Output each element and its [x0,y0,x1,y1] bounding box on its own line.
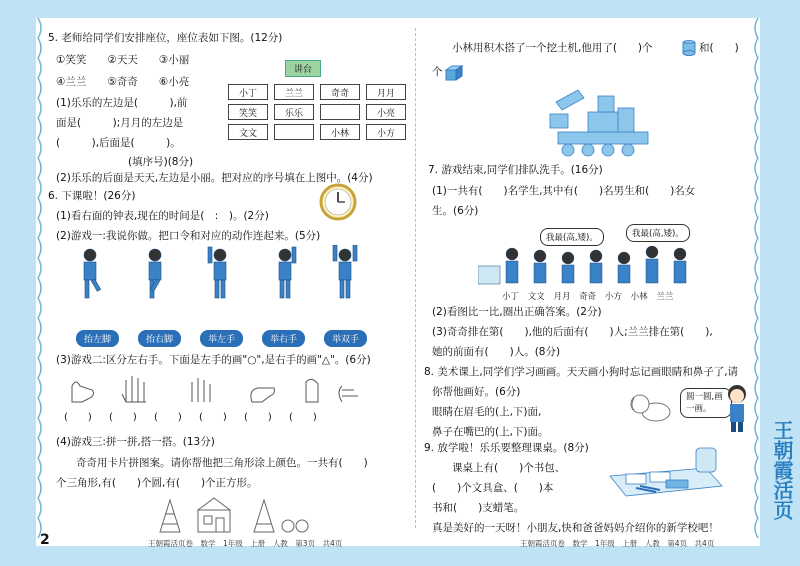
wavy-border-right [750,18,760,546]
command-pill: 举双手 [324,330,367,347]
shapes-picture [150,496,310,536]
frame-bottom [0,546,800,566]
desk-items-illustration [606,446,726,506]
student-name: 兰兰 [656,292,674,302]
seat-row [228,104,406,120]
q5-part1-line-c: ( ),后面是( )。 [56,137,181,149]
q6-title: 6. 下课啦！(26分) [48,190,136,202]
seat-cell: 小林 [320,124,360,140]
seat-cell: 文文 [228,124,268,140]
q6-part1: (1)看右面的钟表,现在的时间是( : )。(2分) [56,210,269,222]
hand-answer-blank[interactable]: ( ) [154,412,182,423]
q9-title: 9. 放学啦！乐乐要整理课桌。(8分) [424,442,589,454]
command-pill: 举左手 [200,330,243,347]
speech-bubble: 我最(高,矮)。 [626,224,690,242]
hand-answer-blank[interactable]: ( ) [199,412,227,423]
seat-cell: 小亮 [366,104,406,120]
q6-part4: (4)游戏三:拼一拼,搭一搭。(13分) [56,436,215,448]
speech-bubble: 我最(高,矮)。 [540,228,604,246]
seat-cell [320,104,360,120]
q7-part3-line-a: (3)奇奇排在第( ),他的后面有( )人;兰兰排在第( ), [432,326,713,338]
command-pill: 抬右脚 [138,330,181,347]
seat-row [228,124,406,140]
footer-right: 王朝霞活页卷 数学 1年级 上册 人教 第4页 共4页 [520,539,715,548]
wavy-border-left [36,18,46,546]
footer-left: 王朝霞活页卷 数学 1年级 上册 人教 第3页 共4页 [148,539,343,548]
seat-cell: 兰兰 [274,84,314,100]
speech-bubble: 圆一圆,画一画。 [680,388,732,418]
command-pill: 举右手 [262,330,305,347]
q7-title: 7. 游戏结束,同学们排队洗手。(16分) [428,164,603,176]
q9-line-a: 课桌上有( )个书包、 [452,462,566,474]
blocks-question-line-a: 小林用积木搭了一个挖土机,他用了( )个 [452,42,653,54]
seating-chart [222,80,412,144]
q8-title-line-b: 你帮他画好。(6分) [432,386,521,398]
q6-part2: (2)游戏一:我说你做。把口令和对应的动作连起来。(5分) [56,230,321,242]
q5-part1-line-b: 面是( );月月的左边是 [56,117,184,129]
q7-part1-line-a: (1)一共有( )名学生,其中有( )名男生和( )名女 [432,185,696,197]
hand-answer-blank[interactable]: ( ) [289,412,317,423]
q9-line-c: 书和( )支蜡笔。 [432,502,525,514]
seat-cell: 月月 [366,84,406,100]
seat-cell: 乐乐 [274,104,314,120]
clock-icon [318,182,358,222]
children-actions-illustration [60,245,360,305]
seat-cell [274,124,314,140]
seat-row [228,84,406,100]
q5-part1-note: (填序号)(8分) [128,156,194,168]
student-name: 小林 [630,292,648,302]
q8-eyes-line: 眼睛在眉毛的(上,下)面, [432,406,542,418]
page-number: 2 [40,532,50,548]
q7-part2: (2)看图比一比,圈出正确答案。(2分) [432,306,602,318]
q7-part3-line-b: 她的前面有( )人。(8分) [432,346,561,358]
cube-icon [444,64,464,82]
student-name: 小丁 [502,292,520,302]
closing-sentence: 真是美好的一天呀！小朋友,快和爸爸妈妈介绍你的新学校吧！ [432,522,719,534]
q5-students-line2: ④兰兰 ⑤奇奇 ⑥小亮 [56,76,190,88]
brand-logo-text: 王朝霞活页 [770,420,794,520]
seat-cell: 小方 [366,124,406,140]
boy-illustration [722,384,752,434]
q7-part1-line-b: 生。(6分) [432,205,479,217]
seat-cell: 小丁 [228,84,268,100]
seat-cell: 笑笑 [228,104,268,120]
hand-answer-blank[interactable]: ( ) [109,412,137,423]
column-divider [415,28,417,528]
student-names-row [502,290,673,302]
frame-top [0,0,800,18]
q9-line-b: ( )个文具盒、( )本 [432,482,554,494]
q5-part1-line-a: (1)乐乐的左边是( ),前 [56,97,188,109]
student-name: 小方 [604,292,622,302]
q5-students-line1: ①笑笑 ②天天 ③小丽 [56,54,190,66]
dog-drawing [628,392,674,426]
q5-title: 5. 老师给同学们安排座位，座位表如下图。(12分) [48,32,283,44]
podium-label: 讲台 [285,60,321,77]
blocks-question-line-c: 个 [432,66,443,78]
hand-answer-blank[interactable]: ( ) [244,412,272,423]
excavator-blocks-illustration [548,88,658,158]
q6-part4-line-a: 奇奇用卡片拼图案。请你帮他把三角形涂上颜色。一共有( ) [76,457,368,469]
hands-illustration [62,372,362,408]
frame-left [0,0,36,566]
student-name: 奇奇 [579,292,597,302]
blocks-question-line-b: 和( ) [699,42,739,54]
student-name: 月月 [553,292,571,302]
seat-cell: 奇奇 [320,84,360,100]
student-name: 文文 [527,292,545,302]
q6-part3: (3)游戏二:区分左右手。下面是左手的画"○",是右手的画"△"。(6分) [56,354,371,366]
q5-part2: (2)乐乐的后面是天天,左边是小丽。把对应的序号填在上图中。(4分) [56,172,373,184]
students-queue-illustration [478,246,698,290]
q8-nose-line: 鼻子在嘴巴的(上,下)面。 [432,426,549,438]
q8-title-line-a: 8. 美术课上,同学们学习画画。天天画小狗时忘记画眼睛和鼻子了,请 [424,366,739,378]
hand-answers [64,408,317,423]
cylinder-icon [680,40,698,56]
q6-part4-line-b: 个三角形,有( )个圆,有( )个正方形。 [56,477,258,489]
hand-answer-blank[interactable]: ( ) [64,412,92,423]
command-pill: 抬左脚 [76,330,119,347]
